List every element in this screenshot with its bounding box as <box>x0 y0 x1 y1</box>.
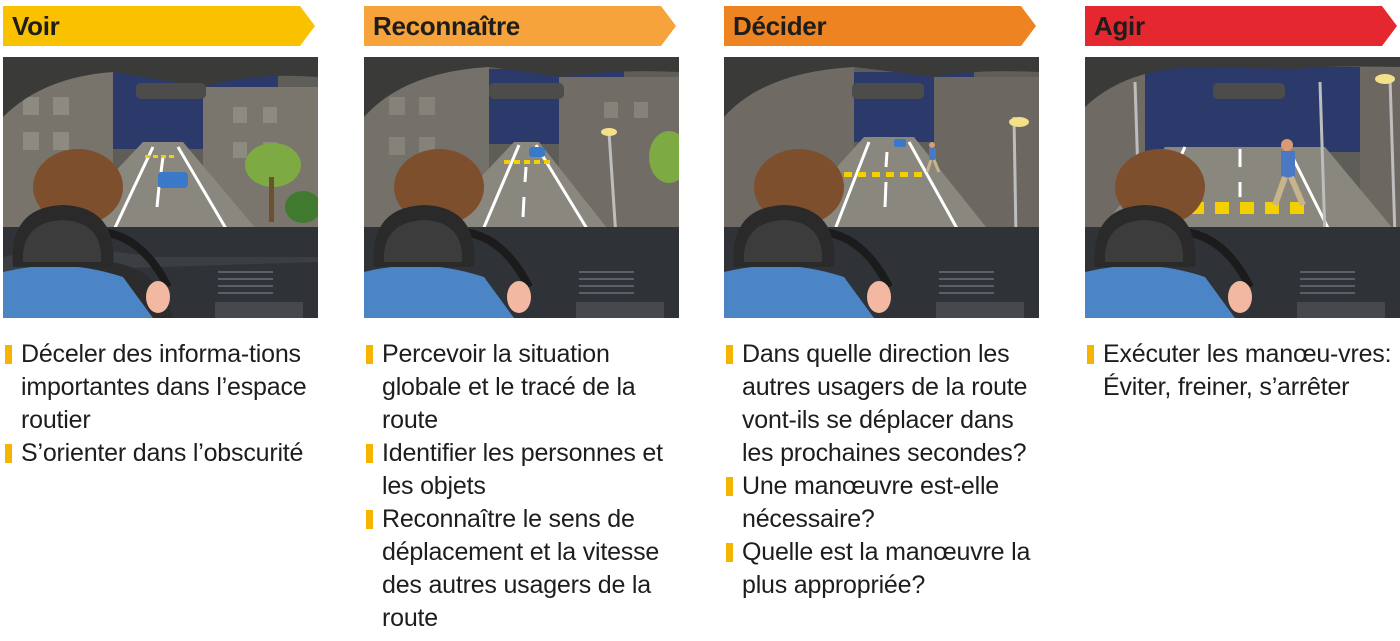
step-voir <box>3 0 323 641</box>
bullet-marker <box>366 345 373 364</box>
step-banner-decider <box>724 6 1036 46</box>
step-banner-reconnaitre <box>364 6 676 46</box>
driver-view-illustration <box>3 57 318 318</box>
list-item: Dans quelle direction les autres usagers de la route vont-ils se déplacer dans les prochaines secondes? <box>724 338 1044 470</box>
driver-view-illustration <box>364 57 679 318</box>
list-item: S’orienter dans l’obscurité <box>3 437 323 470</box>
step-banner-agir <box>1085 6 1397 46</box>
step-agir <box>1085 0 1400 641</box>
list-item: Une manœuvre est-elle nécessaire? <box>724 470 1044 536</box>
step-title: Décider <box>733 11 827 41</box>
step-points <box>364 338 684 635</box>
step-reconnaitre <box>364 0 684 641</box>
bullet-marker <box>366 510 373 529</box>
bullet-marker <box>1087 345 1094 364</box>
step-title: Reconnaître <box>373 11 520 41</box>
step-decider <box>724 0 1044 641</box>
bullet-marker <box>726 543 733 562</box>
driver-view-illustration <box>724 57 1039 318</box>
list-item: Identifier les personnes et les objets <box>364 437 684 503</box>
step-title: Agir <box>1094 11 1145 41</box>
list-item: Déceler des informa-tions importantes dans l’espace routier <box>3 338 323 437</box>
list-item: Exécuter les manœu-vres: Éviter, freiner, s’arrêter <box>1085 338 1400 404</box>
step-points <box>724 338 1044 602</box>
step-points <box>3 338 323 470</box>
list-item: Reconnaître le sens de déplacement et la vitesse des autres usagers de la route <box>364 503 684 635</box>
step-points <box>1085 338 1400 404</box>
list-item: Percevoir la situation globale et le tracé de la route <box>364 338 684 437</box>
driver-view-illustration <box>1085 57 1400 318</box>
bullet-marker <box>726 477 733 496</box>
bullet-marker <box>726 345 733 364</box>
bullet-marker <box>5 345 12 364</box>
bullet-marker <box>5 444 12 463</box>
bullet-marker <box>366 444 373 463</box>
step-banner-voir <box>3 6 315 46</box>
list-item: Quelle est la manœuvre la plus appropriée? <box>724 536 1044 602</box>
step-title: Voir <box>12 11 60 41</box>
